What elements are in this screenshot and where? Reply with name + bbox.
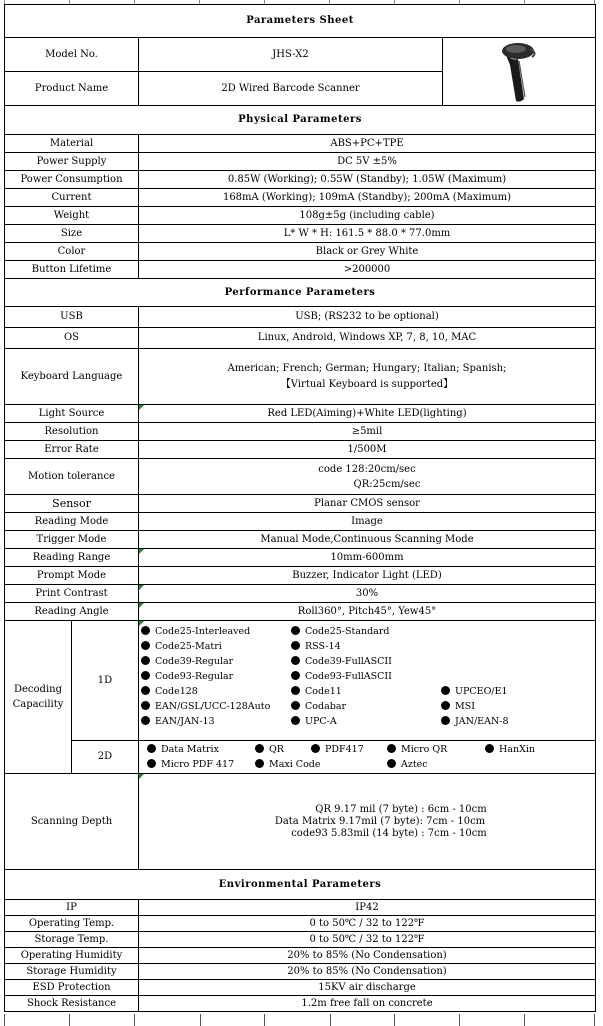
- param-label: Color: [5, 243, 139, 261]
- param-label: Storage Temp.: [5, 932, 139, 948]
- bullet-icon: [441, 701, 450, 710]
- product-value: 2D Wired Barcode Scanner: [139, 72, 443, 106]
- param-value: >200000: [139, 261, 596, 279]
- param-value: 0 to 50℃ / 32 to 122℉: [139, 916, 596, 932]
- param-label: Motion tolerance: [5, 459, 139, 495]
- symbology-name: RSS-14: [305, 641, 341, 652]
- symbology-item: [141, 641, 222, 653]
- param-label: Button Lifetime: [5, 261, 139, 279]
- param-value: 20% to 85% (No Condensation): [139, 948, 596, 964]
- param-label: IP: [5, 900, 139, 916]
- symbology-name: Code93-FullASCII: [305, 671, 392, 682]
- motion-code128: code 128:20cm/sec: [318, 463, 416, 475]
- symbology-name: Code11: [305, 686, 342, 697]
- param-label: Resolution: [5, 423, 139, 441]
- param-label: Trigger Mode: [5, 531, 139, 549]
- depth-line: code93 5.83mil (14 byte) : 7cm - 10cm: [291, 827, 487, 839]
- model-value: JHS-X2: [139, 38, 443, 72]
- symbology-item: [387, 759, 428, 771]
- param-value: 0.85W (Working); 0.55W (Standby); 1.05W (Maximum): [139, 171, 596, 189]
- param-label: Power Supply: [5, 153, 139, 171]
- motion-qr: QR:25cm/sec: [353, 478, 421, 490]
- bullet-icon: [485, 744, 494, 753]
- param-value: 20% to 85% (No Condensation): [139, 964, 596, 980]
- bullet-icon: [441, 686, 450, 695]
- param-value: [139, 459, 596, 495]
- bullet-icon: [141, 686, 150, 695]
- param-value: Black or Grey White: [139, 243, 596, 261]
- bullet-icon: [387, 759, 396, 768]
- bullet-icon: [291, 626, 300, 635]
- param-value: Image: [139, 513, 596, 531]
- param-label: Material: [5, 135, 139, 153]
- symbology-name: Data Matrix: [161, 744, 219, 755]
- symbology-item: [441, 701, 475, 713]
- bullet-icon: [441, 716, 450, 725]
- decoding-label-line1: Decoding: [14, 684, 62, 695]
- symbology-item: [141, 701, 270, 713]
- scanning-depth-values: [139, 774, 596, 870]
- param-label: Size: [5, 225, 139, 243]
- symbology-item: [141, 686, 198, 698]
- param-value: IP42: [139, 900, 596, 916]
- model-label: Model No.: [5, 38, 139, 72]
- symbology-item: [141, 716, 215, 728]
- param-label: Reading Angle: [5, 603, 139, 621]
- barcode-scanner-icon: [494, 41, 544, 103]
- bullet-icon: [141, 656, 150, 665]
- bullet-icon: [141, 626, 150, 635]
- symbology-item: [291, 656, 392, 668]
- param-label: USB: [5, 307, 139, 328]
- product-label: Product Name: [5, 72, 139, 106]
- decoding-2d-label: 2D: [72, 741, 139, 774]
- bullet-icon: [291, 671, 300, 680]
- param-value: 1.2m free fall on concrete: [139, 996, 596, 1012]
- depth-line: QR 9.17 mil (7 byte) : 6cm - 10cm: [315, 803, 487, 815]
- symbology-item: [291, 716, 337, 728]
- symbology-item: [291, 686, 342, 698]
- symbology-grid-2d: [141, 743, 595, 773]
- symbology-item: [141, 656, 233, 668]
- symbology-item: [147, 759, 234, 771]
- decoding-2d-list: [139, 741, 596, 774]
- symbology-name: Micro QR: [401, 744, 448, 755]
- symbology-item: [291, 671, 392, 683]
- bullet-icon: [311, 744, 320, 753]
- param-value: ABS+PC+TPE: [139, 135, 596, 153]
- param-label: ESD Protection: [5, 980, 139, 996]
- symbology-name: Code128: [155, 686, 198, 697]
- param-label: Shock Resistance: [5, 996, 139, 1012]
- symbology-name: JAN/EAN-8: [455, 716, 509, 727]
- symbology-row: [141, 670, 595, 685]
- symbology-item: [311, 744, 364, 756]
- symbology-name: Code39-Regular: [155, 656, 234, 667]
- param-value: Linux, Android, Windows XP, 7, 8, 10, MAC: [139, 328, 596, 349]
- bullet-icon: [291, 701, 300, 710]
- bullet-icon: [291, 641, 300, 650]
- param-value: 108g±5g (including cable): [139, 207, 596, 225]
- param-value: 15KV air discharge: [139, 980, 596, 996]
- decoding-1d-list: [139, 621, 596, 741]
- param-label: Sensor: [5, 495, 139, 513]
- param-label: Storage Humidity: [5, 964, 139, 980]
- bullet-icon: [141, 671, 150, 680]
- symbology-grid: [141, 625, 595, 730]
- param-value: 168mA (Working); 109mA (Standby); 200mA (Maximum): [139, 189, 596, 207]
- symbology-item: [441, 716, 509, 728]
- param-label: Prompt Mode: [5, 567, 139, 585]
- symbology-item: [255, 759, 321, 771]
- param-value: L* W * H: 161.5 * 88.0 * 77.0mm: [139, 225, 596, 243]
- bullet-icon: [147, 759, 156, 768]
- symbology-item: [291, 626, 389, 638]
- symbology-name: Code25-Interleaved: [155, 626, 251, 637]
- product-image: [443, 38, 596, 106]
- symbology-name: UPC-A: [305, 716, 337, 727]
- symbology-row: [141, 715, 595, 730]
- performance-section-title: Performance Parameters: [5, 279, 596, 307]
- param-label: Operating Humidity: [5, 948, 139, 964]
- symbology-item: [255, 744, 284, 756]
- param-label: Light Source: [5, 405, 139, 423]
- bullet-icon: [255, 759, 264, 768]
- parameters-table: [4, 4, 596, 1012]
- symbology-item: [141, 671, 233, 683]
- param-value: DC 5V ±5%: [139, 153, 596, 171]
- decoding-1d-label: 1D: [72, 621, 139, 741]
- symbology-name: Codabar: [305, 701, 347, 712]
- param-label: Error Rate: [5, 441, 139, 459]
- symbology-item: [485, 744, 535, 756]
- sheet-title: Parameters Sheet: [5, 5, 596, 38]
- param-value: Roll360°, Pitch45°, Yew45°: [139, 603, 596, 621]
- param-value: 30%: [139, 585, 596, 603]
- param-label: Reading Range: [5, 549, 139, 567]
- bullet-icon: [141, 641, 150, 650]
- param-label: Reading Mode: [5, 513, 139, 531]
- bullet-icon: [291, 656, 300, 665]
- environmental-section-title: Environmental Parameters: [5, 870, 596, 900]
- param-label: Weight: [5, 207, 139, 225]
- param-label: OS: [5, 328, 139, 349]
- symbology-item: [291, 641, 341, 653]
- bullet-icon: [387, 744, 396, 753]
- symbology-name: Code25-Standard: [305, 626, 390, 637]
- symbology-name: Code25-Matri: [155, 641, 222, 652]
- symbology-row: [141, 655, 595, 670]
- symbology-row: [141, 625, 595, 640]
- param-value: 10mm-600mm: [139, 549, 596, 567]
- symbology-item: [141, 626, 250, 638]
- symbology-row: [141, 640, 595, 655]
- bullet-icon: [141, 716, 150, 725]
- param-label: Current: [5, 189, 139, 207]
- symbology-name: HanXin: [499, 744, 535, 755]
- bullet-icon: [147, 744, 156, 753]
- symbology-name: Code93-Regular: [155, 671, 234, 682]
- param-value: [139, 349, 596, 405]
- symbology-name: EAN/JAN-13: [155, 716, 215, 727]
- symbology-row: [141, 685, 595, 700]
- symbology-name: Code39-FullASCII: [305, 656, 392, 667]
- symbology-name: PDF417: [325, 744, 364, 755]
- symbology-item: [441, 686, 508, 698]
- symbology-name: EAN/GSL/UCC-128Auto: [155, 701, 271, 712]
- keyboard-virtual-note: 【Virtual Keyboard is supported】: [280, 378, 454, 390]
- decoding-label-line2: Capacility: [12, 699, 64, 710]
- bullet-icon: [255, 744, 264, 753]
- param-value: Buzzer, Indicator Light (LED): [139, 567, 596, 585]
- param-value: Planar CMOS sensor: [139, 495, 596, 513]
- symbology-row: [141, 743, 595, 758]
- param-value: 0 to 50℃ / 32 to 122℉: [139, 932, 596, 948]
- param-label: Print Contrast: [5, 585, 139, 603]
- physical-section-title: Physical Parameters: [5, 106, 596, 135]
- param-label: Power Consumption: [5, 171, 139, 189]
- param-label: Keyboard Language: [5, 349, 139, 405]
- param-value: Red LED(Aiming)+White LED(lighting): [139, 405, 596, 423]
- bullet-icon: [291, 716, 300, 725]
- depth-line: Data Matrix 9.17mil (7 byte): 7cm - 10cm: [274, 815, 486, 827]
- param-label: Scanning Depth: [5, 774, 139, 870]
- symbology-name: MSI: [455, 701, 475, 712]
- param-value: 1/500M: [139, 441, 596, 459]
- symbology-row: [141, 700, 595, 715]
- keyboard-languages: American; French; German; Hungary; Italian; Spanish;: [227, 362, 507, 374]
- param-value: Manual Mode,Continuous Scanning Mode: [139, 531, 596, 549]
- symbology-name: QR: [269, 744, 284, 755]
- symbology-name: UPCEO/E1: [455, 686, 508, 697]
- param-value: ≥5mil: [139, 423, 596, 441]
- bullet-icon: [141, 701, 150, 710]
- decoding-label: [5, 621, 72, 774]
- symbology-row: [141, 758, 595, 773]
- symbology-name: Micro PDF 417: [161, 759, 235, 770]
- symbology-name: Maxi Code: [269, 759, 321, 770]
- param-value: USB; (RS232 to be optional): [139, 307, 596, 328]
- symbology-item: [387, 744, 447, 756]
- bullet-icon: [291, 686, 300, 695]
- symbology-item: [147, 744, 219, 756]
- symbology-name: Aztec: [401, 759, 428, 770]
- param-label: Operating Temp.: [5, 916, 139, 932]
- symbology-item: [291, 701, 346, 713]
